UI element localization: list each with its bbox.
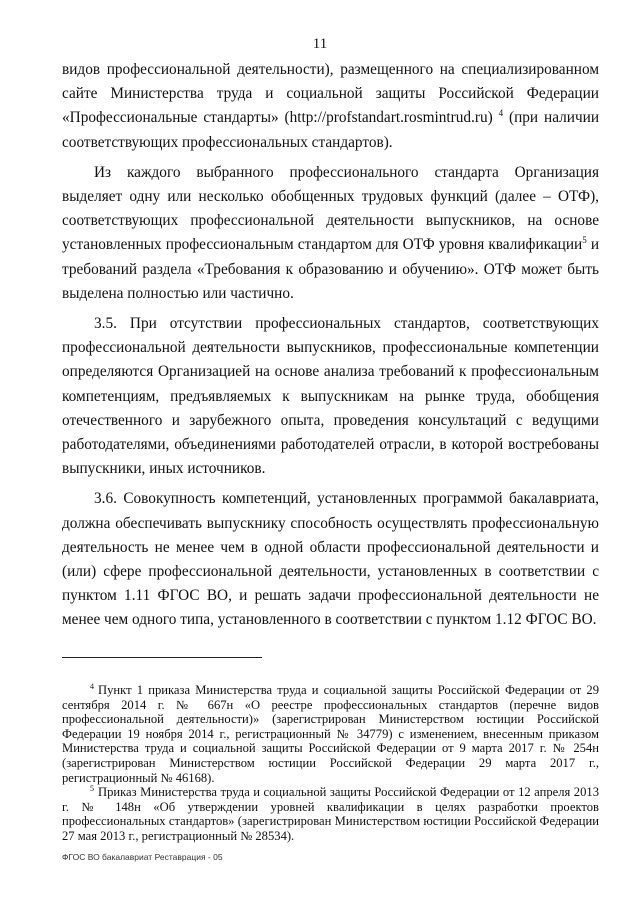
paragraph-text: (при наличии соответствующих профессиональных стандартов). bbox=[62, 109, 600, 151]
footnote-text: Приказ Министерства труда и социальной защиты Российской Федерации от 12 апреля 2013 г. № 148н «Об утверждении уровней квалификации в целях разработки проектов профессиональных стандартов» (зарегистрирован Министерством юстиции Российской Федерации 27 мая 2013 г., регистрационный № 28534). bbox=[62, 785, 599, 843]
paragraph-otf bbox=[62, 161, 599, 306]
footnote-ref-4: 4 bbox=[498, 108, 504, 119]
body-text bbox=[62, 58, 599, 633]
footnote-mark: 4 bbox=[90, 681, 94, 691]
page-footer: ФГОС ВО бакалавриат Реставрация - 05 bbox=[62, 852, 223, 862]
paragraph-continuation bbox=[62, 58, 599, 155]
footnote-4 bbox=[62, 683, 599, 785]
footnote-separator bbox=[62, 657, 262, 658]
footnotes bbox=[62, 683, 599, 844]
paragraph-3-5: 3.5. При отсутствии профессиональных стандартов, соответствующих профессиональной деятельности выпускников, профессиональные компетенции определяются Организацией на основе анализа требований к профессиональным компетенциям, предъявляемых к выпускникам на рынке труда, обобщения отечественного и зарубежного опыта, проведения консультаций с ведущими работодателями, объединениями работодателей отрасли, в которой востребованы выпускники, иных источников. bbox=[62, 315, 599, 478]
paragraph-text: видов профессиональной деятельности), размещенного на специализированном сайте Министерства труда и социальной защиты Российской Федерации «Профессиональные стандарты» (http://profstandart.rosmintrud.ru) bbox=[62, 61, 599, 127]
paragraph-3-6: 3.6. Совокупность компетенций, установленных программой бакалавриата, должна обеспечивать выпускнику способность осуществлять профессиональную деятельность не менее чем в одной области профессиональной деятельности и (или) сфере профессиональной деятельности, установленных в соответствии с пунктом 1.11 ФГОС ВО, и решать задачи профессиональной деятельности не менее чем одного типа, установленного в соответствии с пунктом 1.12 ФГОС ВО. bbox=[62, 490, 599, 629]
page-number: 11 bbox=[312, 36, 328, 52]
footnote-5 bbox=[62, 785, 599, 843]
footnote-mark: 5 bbox=[90, 783, 94, 793]
footnote-text: Пункт 1 приказа Министерства труда и социальной защиты Российской Федерации от 29 сентября 2014 г. № 667н «О реестре профессиональных стандартов (перечне видов профессиональной деятельности)» (зарегистрирован Министерством юстиции Российской Федерации 19 ноября 2014 г., регистрационный № 34779) с изменением, внесенным приказом Министерства труда и социальной защиты Российской Федерации от 9 марта 2017 г. № 254н (зарегистрирован Министерством юстиции Российской Федерации 29 марта 2017 г., регистрационный № 46168). bbox=[62, 683, 599, 785]
paragraph-text: Из каждого выбранного профессионального стандарта Организация выделяет одну или несколько обобщенных трудовых функций (далее – ОТФ), соответствующих профессиональной деятельности выпускников, на основе установленных профессиональным стандартом для ОТФ уровня квалификации bbox=[62, 163, 599, 254]
paragraph-text: и требований раздела «Требования к образованию и обучению». ОТФ может быть выделена полностью или частично. bbox=[62, 236, 600, 302]
footnote-ref-5: 5 bbox=[582, 235, 587, 246]
